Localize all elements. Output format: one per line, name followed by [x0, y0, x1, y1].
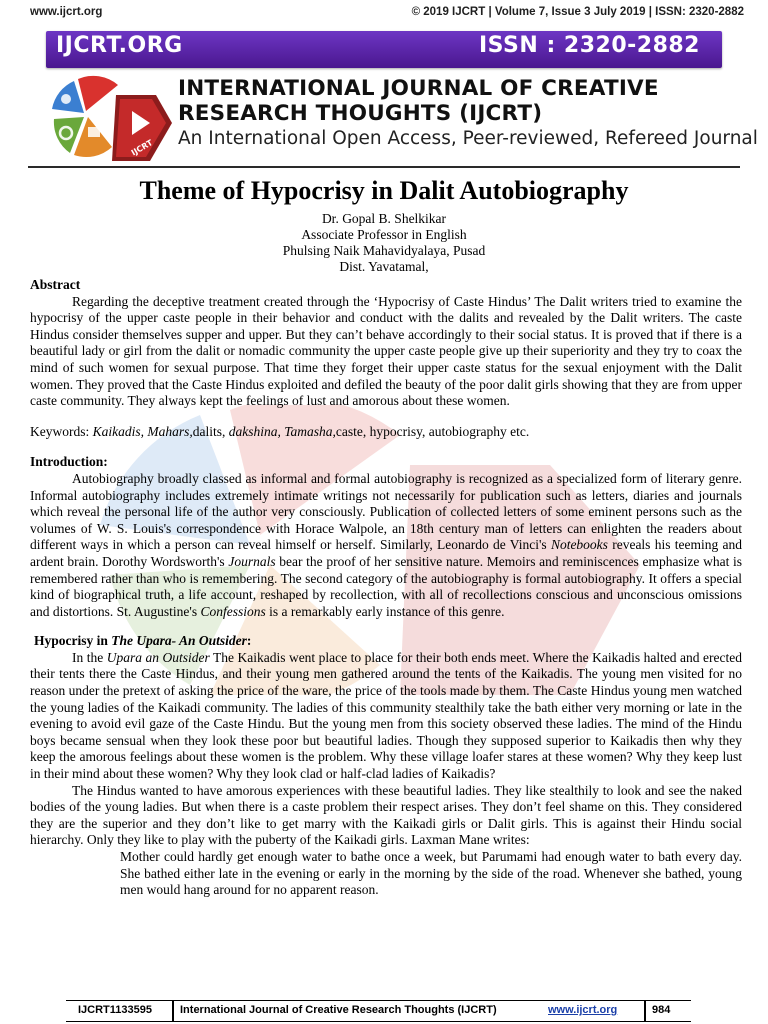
journal-subtitle: An International Open Access, Peer-reviewed, Refereed Journal	[178, 128, 758, 149]
journal-name-line-1: INTERNATIONAL JOURNAL OF CREATIVE	[178, 76, 659, 101]
footer-journal-name: International Journal of Creative Research Thoughts (IJCRT)	[180, 1004, 497, 1016]
footer-page-number: 984	[652, 1004, 671, 1016]
header-issue-info: © 2019 IJCRT | Volume 7, Issue 3 July 2019 | ISSN: 2320-2882	[411, 6, 744, 18]
upara-paragraph-2: The Hindus wanted to have amorous experiences with these beautiful ladies. They like stealthily to look and see the naked bodies of the young ladies. But when there is a caste problem their respect arises. They don’t feel shame on this. They considered they are the superior and they don’t like to get marry with the Kaikadi girls or Dalit girls. This is against their Hindu social hierarchy. Only they like to play with the puberty of the Kaikadi girls. Laxman Mane writes:	[30, 782, 742, 848]
author-block	[0, 211, 768, 275]
footer-url-link[interactable]: www.ijcrt.org	[548, 1004, 618, 1016]
block-quote: Mother could hardly get enough water to bathe once a week, but Parumami had enough water to bath every day. She bathed either late in the evening or early in the morning by the side of the road. Whenever she bathed, young men would hang around for no apparent reason.	[120, 849, 742, 898]
ijcrt-logo	[46, 73, 176, 165]
upara-italic-title: Upara an Outsider	[106, 649, 210, 665]
upara-text-1: In the	[72, 649, 107, 665]
upara-text-2: The Kaikadis went place to place for their both ends meet. Where the Kaikadis halted and erected their tents there the Caste Hindus, and their young men gathered around the tents of the Kaikadis. The young men visited for no reason under the pretext of asking the price of the ware, the price of the tools made by them. The Caste Hindus young men watched the young ladies of the Kaikadi community. The ladies of this community stealthily take the bath either very morning or late in the evening to avoid evil gaze of the Caste Hindu. But the young men from this society observed these ladies. The mind of the Hindu boys became sensual when they look these poor but beautiful ladies. Though they supposed superior to Kaikadis then why they keep the amorous feelings about these women is the problem. Why these village loafer stares at these women? Why they keep lust in their mind about these women? Why they look clad or half-clad ladies of Kaikadis?	[30, 649, 742, 782]
logo-text: IJCRT	[129, 138, 155, 158]
keywords	[30, 424, 742, 441]
running-header	[30, 6, 744, 22]
banner-issn: ISSN : 2320-2882	[478, 33, 700, 58]
section-heading-italic: The Upara- An Outsider	[111, 633, 247, 649]
keywords-label: Keywords:	[30, 423, 90, 439]
intro-text-1: Autobiography broadly classed as informal and formal autobiography is recognized as a specialized form of literary genre. Informal autobiography includes extremely intimate writings not necessarily for publication such as letters, diaries and journals which reveal the personal life of the author very consciously. Publication of collected letters of some eminent persons such as the volumes of W. S. Louis's correspondence with Horace Walpole, an 18th century man of letters can enlighten the readers about different ways in which a person can reveal himself or herself. Similarly, Leonardo de Vinci's	[30, 470, 742, 553]
section-heading-upara	[34, 633, 742, 650]
section-heading-part-1: Hypocrisy in	[34, 633, 112, 649]
keywords-part-2: dalits,	[192, 423, 229, 439]
intro-text-3: bear the proof of her sensitive nature. Memoirs and reminiscences emphasize what is remembered rather than who is remembering. The second category of the autobiography is formal autobiography. It offers a special kind of biographical truth, a life account, reshaped by recollection, with all of recollections conscious and unconscious omissions and distortions. St. Augustine's	[30, 553, 743, 619]
footer-separator	[644, 1001, 646, 1021]
paper-title: Theme of Hypocrisy in Dalit Autobiography	[139, 176, 629, 205]
journal-name-line-2: RESEARCH THOUGHTS (IJCRT)	[178, 101, 543, 126]
section-heading-colon: :	[246, 633, 252, 649]
intro-italic-confessions: Confessions	[200, 603, 266, 619]
paper-body	[30, 277, 742, 899]
author-institution: Phulsing Naik Mahavidyalaya, Pusad	[282, 243, 486, 258]
intro-text-2: reveals his teeming and ardent brain. Dorothy Wordsworth's	[30, 537, 742, 569]
header-website: www.ijcrt.org	[30, 6, 103, 18]
abstract-heading: Abstract	[30, 277, 81, 292]
keywords-part-3: dakshina, Tamasha,	[228, 423, 336, 439]
intro-text-4: is a remarkably early instance of this genre.	[265, 603, 505, 619]
author-district: Dist. Yavatamal,	[339, 259, 429, 274]
upara-paragraph-1	[30, 650, 742, 783]
banner-site: IJCRT.ORG	[56, 33, 183, 58]
footer-separator	[172, 1001, 174, 1021]
header-divider	[28, 166, 740, 168]
author-name: Dr. Gopal B. Shelkikar	[321, 211, 447, 226]
abstract-text: Regarding the deceptive treatment created through the ‘Hypocrisy of Caste Hindus’ The Dalit writers tried to examine the hypocrisy of the upper caste people in their behavior and conduct with the dalits and revealed by the Dalit writers. The caste Hindus consider themselves supper and upper. But they can’t behave accordingly to their social status. It is proved that if there is a beautiful lady or girl from the dalit or nomadic community the upper caste people give up their superiority and they try to coax the mind of such women for sexual purpose. That time they forget their upper caste status for the sexual enjoyment with the Dalit women. They proved that the Caste Hindus exploited and defiled the beauty of the poor dalit girls showing that they are from upper caste community. They always kept the feelings of lust and amorous about these women.	[30, 293, 742, 409]
journal-banner	[46, 31, 722, 68]
intro-italic-journals: Journals	[228, 553, 276, 569]
intro-italic-notebooks: Notebooks	[550, 537, 608, 553]
page-footer	[66, 1000, 691, 1022]
footer-paper-id: IJCRT1133595	[78, 1004, 152, 1016]
keywords-part-1: Kaikadis, Mahars,	[92, 423, 193, 439]
introduction-paragraph	[30, 471, 742, 620]
introduction-heading: Introduction:	[30, 454, 108, 470]
keywords-part-4: caste, hypocrisy, autobiography etc.	[335, 423, 530, 439]
author-role: Associate Professor in English	[301, 227, 467, 242]
